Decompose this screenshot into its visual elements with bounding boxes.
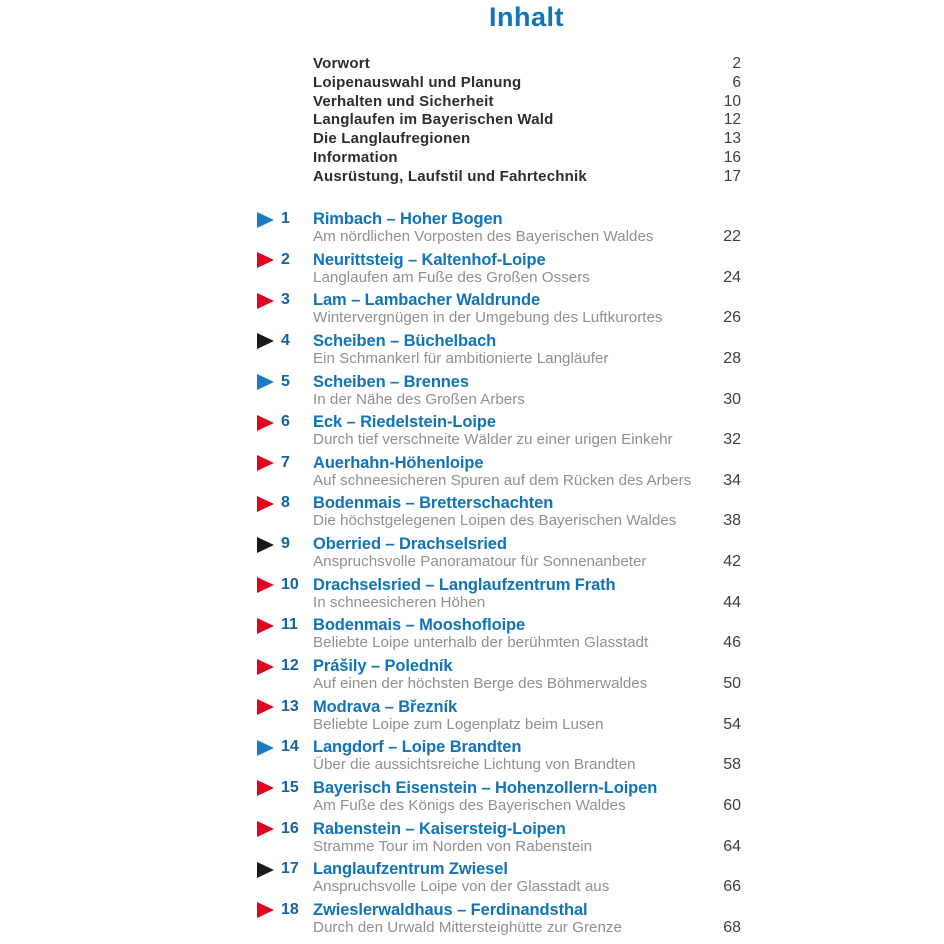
toc-entry (257, 654, 741, 695)
front-matter-label: Ausrüstung, Laufstil und Fahrtechnik (313, 167, 587, 185)
triangle-marker-icon (257, 821, 274, 837)
toc-entry (257, 857, 741, 898)
entry-page-number: 26 (723, 309, 741, 327)
entry-text (313, 535, 695, 573)
entry-number: 8 (281, 494, 290, 512)
entry-title: Drachselsried – Langlaufzentrum Frath (313, 575, 616, 594)
entry-marker (257, 291, 313, 329)
triangle-marker-icon (257, 577, 274, 593)
entry-title: Prášily – Poledník (313, 657, 453, 676)
entry-marker (257, 413, 313, 451)
triangle-marker-icon (257, 537, 274, 553)
front-matter-page-number: 17 (723, 167, 741, 185)
entry-subtitle: Über die aussichtsreiche Lichtung von Brandten (313, 756, 636, 774)
entry-number: 1 (281, 210, 290, 227)
front-matter-row (313, 55, 741, 74)
entry-page-number: 64 (723, 837, 741, 855)
entry-marker (257, 779, 313, 817)
entry-number: 15 (281, 778, 299, 796)
entry-number: 6 (281, 413, 290, 431)
front-matter-row (313, 168, 741, 187)
triangle-marker-icon (257, 212, 274, 228)
entry-number: 14 (281, 738, 299, 756)
triangle-marker-icon (257, 333, 274, 349)
entry-marker (257, 657, 313, 695)
triangle-marker-icon (257, 455, 274, 471)
entry-text (313, 657, 695, 695)
entry-marker (257, 820, 313, 858)
toc-entry (257, 329, 741, 370)
entry-text (313, 901, 695, 939)
front-matter-row (313, 93, 741, 112)
entry-text (313, 454, 695, 492)
entry-number: 12 (281, 657, 299, 675)
front-matter-label: Langlaufen im Bayerischen Wald (313, 111, 554, 129)
entry-text (313, 494, 695, 532)
entry-text (313, 576, 695, 614)
entry-page-number: 54 (723, 715, 741, 733)
entry-subtitle: Wintervergnügen in der Umgebung des Luftkurortes (313, 309, 663, 327)
entry-marker (257, 698, 313, 736)
front-matter-label: Loipenauswahl und Planung (313, 73, 522, 91)
entry-page-number: 50 (723, 675, 741, 693)
entry-subtitle: Stramme Tour im Norden von Rabenstein (313, 837, 593, 855)
toc-entry (257, 817, 741, 858)
front-matter-list (313, 55, 741, 187)
entry-page-number: 28 (723, 349, 741, 367)
front-matter-page-number: 12 (723, 111, 741, 129)
entry-subtitle: Anspruchsvolle Loipe von der Glasstadt aus (313, 878, 610, 896)
entry-page-number: 30 (723, 390, 741, 408)
entry-title: Langdorf – Loipe Brandten (313, 738, 522, 757)
entry-page-number: 22 (723, 228, 741, 245)
entry-number: 5 (281, 372, 290, 390)
entry-text (313, 860, 695, 898)
triangle-marker-icon (257, 293, 274, 309)
triangle-marker-icon (257, 862, 274, 878)
entry-subtitle: Ein Schmankerl für ambitionierte Langläufer (313, 349, 609, 367)
entry-marker (257, 860, 313, 898)
entry-marker (257, 494, 313, 532)
front-matter-page-number: 2 (732, 55, 741, 72)
triangle-marker-icon (257, 618, 274, 634)
entry-subtitle: Die höchstgelegenen Loipen des Bayerischen Waldes (313, 512, 677, 530)
entry-title: Neurittsteig – Kaltenhof-Loipe (313, 250, 546, 269)
triangle-marker-icon (257, 740, 274, 756)
entry-title: Oberried – Drachselsried (313, 535, 507, 554)
front-matter-row (313, 149, 741, 168)
entry-text (313, 820, 695, 858)
entry-title: Langlaufzentrum Zwiesel (313, 860, 508, 879)
entry-number: 3 (281, 291, 290, 309)
entry-title: Lam – Lambacher Waldrunde (313, 291, 541, 310)
toc-entry (257, 491, 741, 532)
entry-subtitle: Am Fuße des Königs des Bayerischen Waldes (313, 796, 626, 814)
entry-marker (257, 738, 313, 776)
triangle-marker-icon (257, 902, 274, 918)
entry-page-number: 42 (723, 553, 741, 571)
triangle-marker-icon (257, 496, 274, 512)
entry-marker (257, 251, 313, 289)
entry-number: 18 (281, 900, 299, 918)
front-matter-label: Die Langlaufregionen (313, 130, 471, 148)
front-matter-page-number: 6 (732, 73, 741, 91)
entry-marker (257, 901, 313, 939)
toc-entry (257, 532, 741, 573)
front-matter-label: Information (313, 148, 398, 166)
entry-subtitle: Beliebte Loipe unterhalb der berühmten Glasstadt (313, 634, 649, 652)
front-matter-page-number: 13 (723, 130, 741, 148)
entry-title: Zwieslerwaldhaus – Ferdinandsthal (313, 900, 588, 919)
front-matter-row (313, 74, 741, 93)
triangle-marker-icon (257, 699, 274, 715)
front-matter-row (313, 130, 741, 149)
entry-text (313, 373, 695, 411)
toc-entry (257, 613, 741, 654)
front-matter-page-number: 16 (723, 148, 741, 166)
entry-number: 11 (281, 616, 298, 634)
front-matter-row (313, 111, 741, 130)
front-matter-label: Vorwort (313, 55, 370, 72)
entry-subtitle: Am nördlichen Vorposten des Bayerischen Waldes (313, 228, 654, 245)
triangle-marker-icon (257, 374, 274, 390)
toc-entry (257, 370, 741, 411)
entry-subtitle: In der Nähe des Großen Arbers (313, 390, 525, 408)
entry-marker (257, 576, 313, 614)
entry-text (313, 413, 695, 451)
entry-text (313, 210, 695, 248)
entry-number: 17 (281, 860, 299, 878)
entry-title: Bodenmais – Bretterschachten (313, 494, 554, 513)
toc-entry (257, 695, 741, 736)
entry-number: 9 (281, 535, 290, 553)
entry-number: 16 (281, 819, 299, 837)
triangle-marker-icon (257, 659, 274, 675)
entry-title: Bayerisch Eisenstein – Hohenzollern-Loipen (313, 778, 658, 797)
entry-page-number: 44 (723, 593, 741, 611)
entry-marker (257, 535, 313, 573)
entry-page-number: 60 (723, 796, 741, 814)
entry-text (313, 332, 695, 370)
entry-title: Scheiben – Büchelbach (313, 331, 497, 350)
entry-title: Eck – Riedelstein-Loipe (313, 413, 496, 432)
entry-title: Rabenstein – Kaisersteig-Loipen (313, 819, 566, 838)
page-title: Inhalt (489, 2, 564, 32)
entry-title: Bodenmais – Mooshofloipe (313, 616, 526, 635)
entry-marker (257, 373, 313, 411)
entry-title: Auerhahn-Höhenloipe (313, 453, 484, 472)
toc-entry (257, 207, 741, 248)
entry-text (313, 291, 695, 329)
triangle-marker-icon (257, 252, 274, 268)
toc-entry (257, 248, 741, 289)
entry-page-number: 66 (723, 878, 741, 896)
toc-entry (257, 735, 741, 776)
entry-page-number: 32 (723, 431, 741, 449)
entry-page-number: 68 (723, 918, 741, 936)
entry-marker (257, 210, 313, 248)
entry-page-number: 58 (723, 756, 741, 774)
entry-subtitle: In schneesicheren Höhen (313, 593, 486, 611)
entry-page-number: 46 (723, 634, 741, 652)
toc-entry (257, 898, 741, 939)
front-matter-page-number: 10 (723, 92, 741, 110)
entry-text (313, 698, 695, 736)
entry-number: 10 (281, 575, 299, 593)
toc-entry (257, 451, 741, 492)
entry-title: Rimbach – Hoher Bogen (313, 210, 503, 228)
entry-number: 13 (281, 697, 299, 715)
toc-entry (257, 288, 741, 329)
entry-marker (257, 616, 313, 654)
entry-number: 4 (281, 331, 290, 349)
entry-page-number: 24 (723, 268, 741, 286)
entry-subtitle: Auf schneesicheren Spuren auf dem Rücken des Arbers (313, 471, 692, 489)
entry-title: Scheiben – Brennes (313, 372, 469, 391)
entry-subtitle: Auf einen der höchsten Berge des Böhmerwaldes (313, 675, 648, 693)
entry-text (313, 616, 695, 654)
front-matter-label: Verhalten und Sicherheit (313, 92, 494, 110)
toc-entry (257, 410, 741, 451)
entry-number: 2 (281, 250, 290, 268)
entry-subtitle: Beliebte Loipe zum Logenplatz beim Lusen (313, 715, 604, 733)
entry-page-number: 38 (723, 512, 741, 530)
entry-marker (257, 454, 313, 492)
entry-text (313, 779, 695, 817)
toc-entry (257, 776, 741, 817)
entry-subtitle: Anspruchsvolle Panoramatour für Sonnenanbeter (313, 553, 647, 571)
entry-subtitle: Durch den Urwald Mittersteighütte zur Grenze (313, 918, 622, 936)
entry-subtitle: Durch tief verschneite Wälder zu einer urigen Einkehr (313, 431, 673, 449)
triangle-marker-icon (257, 415, 274, 431)
entry-text (313, 738, 695, 776)
entry-page-number: 34 (723, 471, 741, 489)
toc-entry (257, 573, 741, 614)
entry-number: 7 (281, 453, 290, 471)
entry-title: Modrava – Březník (313, 697, 458, 716)
toc-entries (257, 207, 741, 939)
entry-text (313, 251, 695, 289)
triangle-marker-icon (257, 780, 274, 796)
entry-marker (257, 332, 313, 370)
entry-subtitle: Langlaufen am Fuße des Großen Ossers (313, 268, 590, 286)
